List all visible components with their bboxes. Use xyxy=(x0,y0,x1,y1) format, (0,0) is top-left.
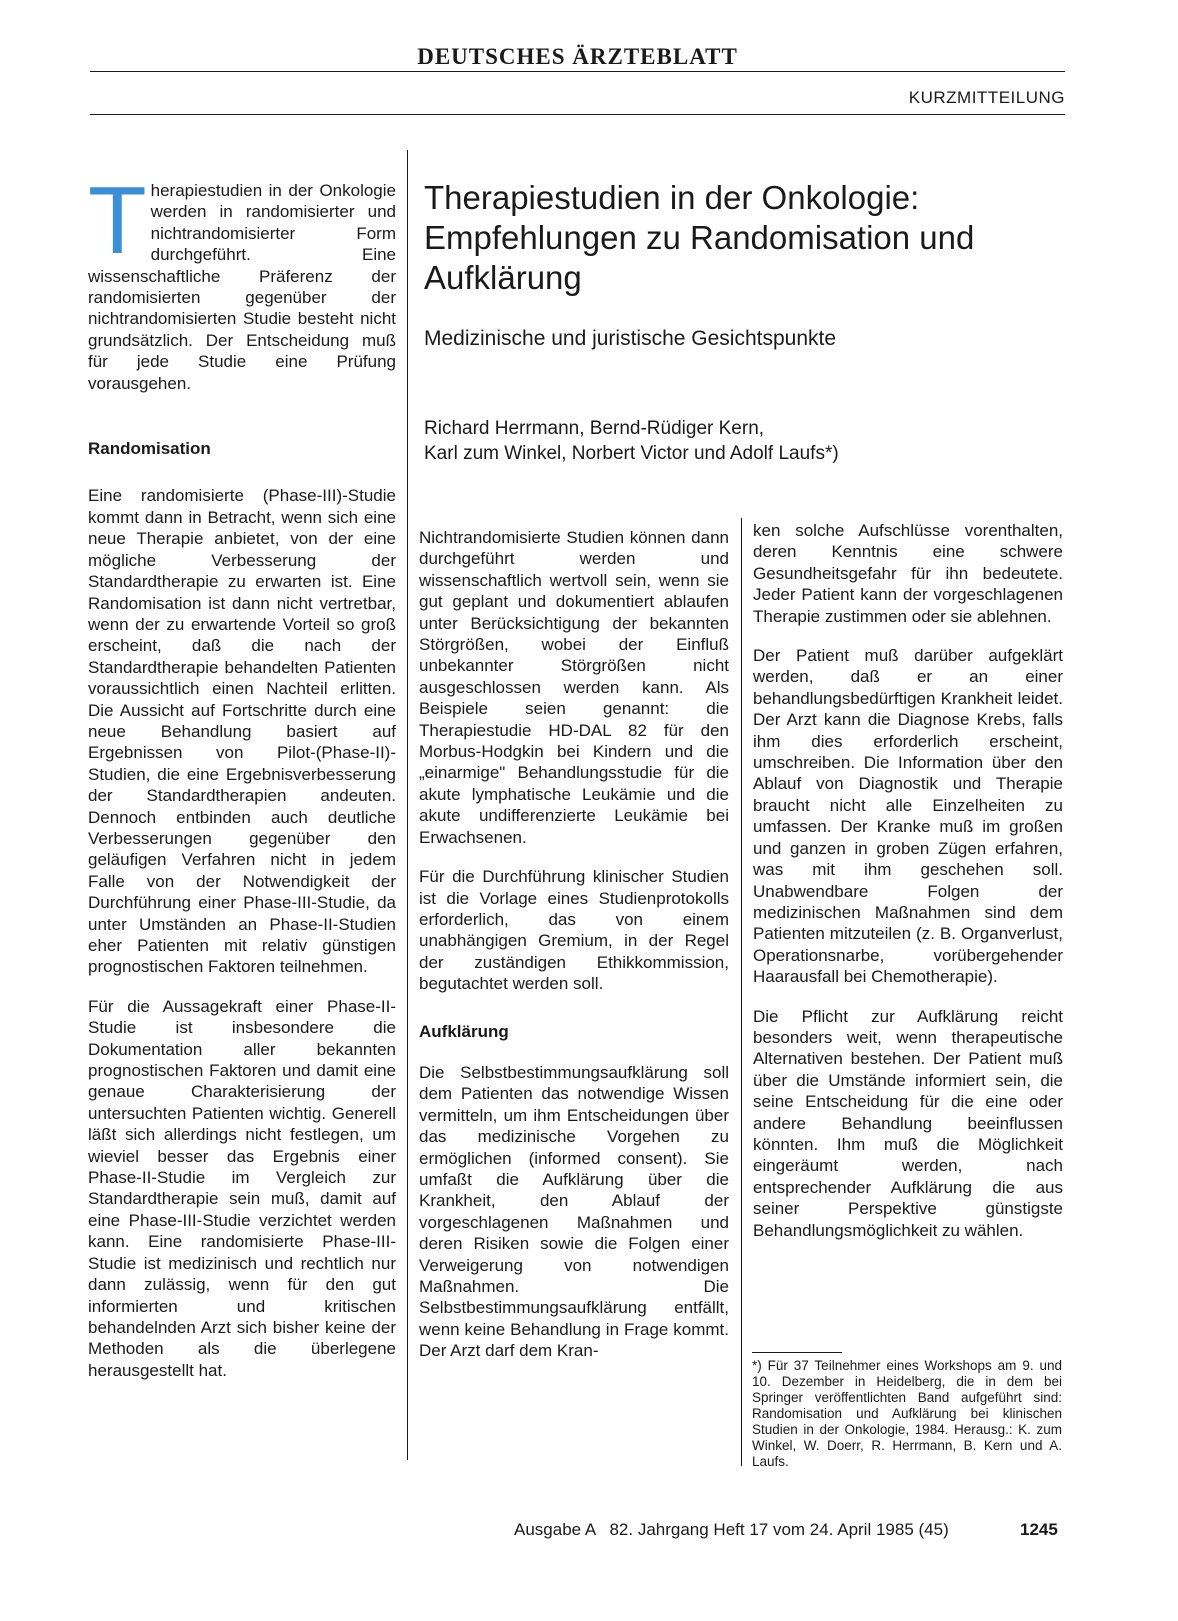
authors-line: Karl zum Winkel, Norbert Victor und Adolf Laufs*) xyxy=(424,443,839,464)
section-label: KURZMITTEILUNG xyxy=(908,88,1065,107)
column-middle xyxy=(419,527,729,1380)
heading-aufklaerung: Aufklärung xyxy=(419,1021,509,1041)
footnote-rule xyxy=(752,1352,842,1353)
paragraph: Der Patient muß darüber aufgeklärt werden, daß er an einer behandlungsbedürftigen Krankheit leidet. Der Arzt kann die Diagnose Krebs, falls ihm dies erforderlich erscheint, umschreiben. Die Information über den Ablauf von Diagnostik und Therapie braucht nicht alle Einzelheiten zu umfassen. Der Kranke muß im großen und ganzen in groben Zügen erfahren, was mit ihm geschehen soll. Unabwendbare Folgen der medizinischen Maßnahmen sind dem Patienten mitzuteilen (z. B. Organverlust, Operationsnarbe, vorübergehender Haarausfall bei Chemotherapie). xyxy=(753,646,1063,987)
column-divider xyxy=(407,150,408,1460)
paragraph: Für die Aussagekraft einer Phase-II-Studie ist insbesondere die Dokumentation aller bekannten prognostischen Faktoren und damit eine genaue Charakterisierung der untersuchten Patienten wichtig. Generell läßt sich allerdings nicht festlegen, um wieviel besser das Ergebnis einer Phase-II-Studie im Vergleich zur Standardtherapie sein muß, damit auf eine Phase-III-Studie verzichtet werden kann. Eine randomisierte Phase-III-Studie ist medizinisch und rechtlich nur dann zulässig, wenn für den gut informierten und kritischen behandelnden Arzt sich bisher keine der Methoden als die überlegene herausgestellt hat. xyxy=(88,996,396,1380)
paragraph: Nichtrandomisierte Studien können dann durchgeführt werden und wissenschaftlich wertvoll sein, wenn sie gut geplant und dokumentiert ablaufen unter Berücksichtigung der bekannten Störgrößen, wobei der Einfluß unbekannter Störgrößen nicht ausgeschlossen werden kann. Als Beispiele seien genannt: die Therapiestudie HD-DAL 82 für den Morbus-Hodgkin bei Kindern und die „einarmige" Behandlungsstudie für die akute lymphatische Leukämie und die akute undifferenzierte Leukämie bei Erwachsenen. xyxy=(419,528,729,847)
intro-text: herapiestudien in der Onkologie werden in randomisierter und nichtrandomisierter Form durchgeführt. Eine wissenschaftliche Präferenz der randomisierten gegenüber der nichtrandomisierten Studie besteht nicht grundsätzlich. Der Entscheidung muß für jede Studie eine Prüfung vorausgehen. xyxy=(88,181,396,393)
footnote: *) Für 37 Teilnehmer eines Workshops am 9. und 10. Dezember in Heidelberg, die in dem bei Springer veröffentlichten Band aufgeführt sind: Randomisation und Aufklärung bei klinischen Studien in der Onkologie, 1984. Herausg.: K. zum Winkel, W. Doerr, R. Herrmann, B. Kern und A. Laufs. xyxy=(752,1358,1062,1469)
drop-cap: T xyxy=(88,167,147,274)
intro-paragraph xyxy=(88,167,396,394)
paragraph: Die Selbstbestimmungsaufklärung soll dem Patienten das notwendige Wissen vermitteln, um ihm Entscheidungen über das medizinische Vorgehen zu ermöglichen (informed consent). Sie umfaßt die Aufklärung über die Krankheit, den Ablauf der vorgeschlagenen Maßnahmen und deren Risiken sowie die Folgen einer Verweigerung von notwendigen Maßnahmen. Die Selbstbestimmungsaufklärung entfällt, wenn keine Behandlung in Frage kommt. Der Arzt darf dem Kran- xyxy=(419,1062,729,1361)
article-authors xyxy=(424,416,1074,466)
article-subtitle: Medizinische und juristische Gesichtspunkte xyxy=(424,327,837,350)
column-right xyxy=(753,520,1063,1259)
column-divider xyxy=(741,518,742,1466)
masthead-rule xyxy=(90,71,1065,72)
column-left xyxy=(88,167,396,1399)
journal-masthead: DEUTSCHES ÄRZTEBLATT xyxy=(417,44,738,69)
article-title: Therapiestudien in der Onkologie: Empfehlungen zu Randomisation und Aufklärung xyxy=(424,179,975,296)
paragraph: ken solche Aufschlüsse vorenthalten, deren Kenntnis eine schwere Gesundheitsgefahr für ihn bedeutete. Jeder Patient kann der vorgeschlagenen Therapie zustimmen oder sie ablehnen. xyxy=(753,521,1063,626)
section-rule xyxy=(90,114,1065,115)
authors-line: Richard Herrmann, Bernd-Rüdiger Kern, xyxy=(424,418,765,439)
paragraph: Die Pflicht zur Aufklärung reicht besonders weit, wenn therapeutische Alternativen bestehen. Der Patient muß über die Umstände informiert sein, die seine Entscheidung für die eine oder andere Behandlung beeinflussen könnten. Ihm muß die Möglichkeit eingeräumt werden, nach entsprechender Aufklärung die aus seiner Perspektive günstigste Behandlungsmöglichkeit zu wählen. xyxy=(753,1006,1063,1240)
issue-info: Ausgabe A 82. Jahrgang Heft 17 vom 24. April 1985 (45) xyxy=(514,1520,949,1539)
heading-randomisation: Randomisation xyxy=(88,439,211,459)
paragraph: Eine randomisierte (Phase-III)-Studie kommt dann in Betracht, wenn sich eine neue Therapie anbietet, von der eine mögliche Verbesserung der Standardtherapie zu erwarten ist. Eine Randomisation ist dann nicht vertretbar, wenn der zu erwartende Vorteil so groß erscheint, daß die nach der Standardtherapie behandelten Patienten voraussichtlich einen Nachteil erlitten. Die Aussicht auf Fortschritte durch eine neue Behandlung basiert auf Ergebnissen von Pilot-(Phase-II)-Studien, die eine Ergebnisverbesserung der Standardtherapien andeuten. Dennoch entbinden auch deutliche Verbesserungen gegenüber den geläufigen Verfahren nicht in jedem Falle von der Notwendigkeit der Durchführung einer Phase-III-Studie, da unter Umständen an Phase-II-Studien eher Patienten mit relativ günstigen prognostischen Faktoren teilnehmen. xyxy=(88,486,396,977)
page-number: 1245 xyxy=(1020,1520,1058,1539)
paragraph: Für die Durchführung klinischer Studien ist die Vorlage eines Studienprotokolls erforderlich, das von einem unabhängigen Gremium, in der Regel der zuständigen Ethikkommission, begutachtet werden soll. xyxy=(419,867,729,994)
